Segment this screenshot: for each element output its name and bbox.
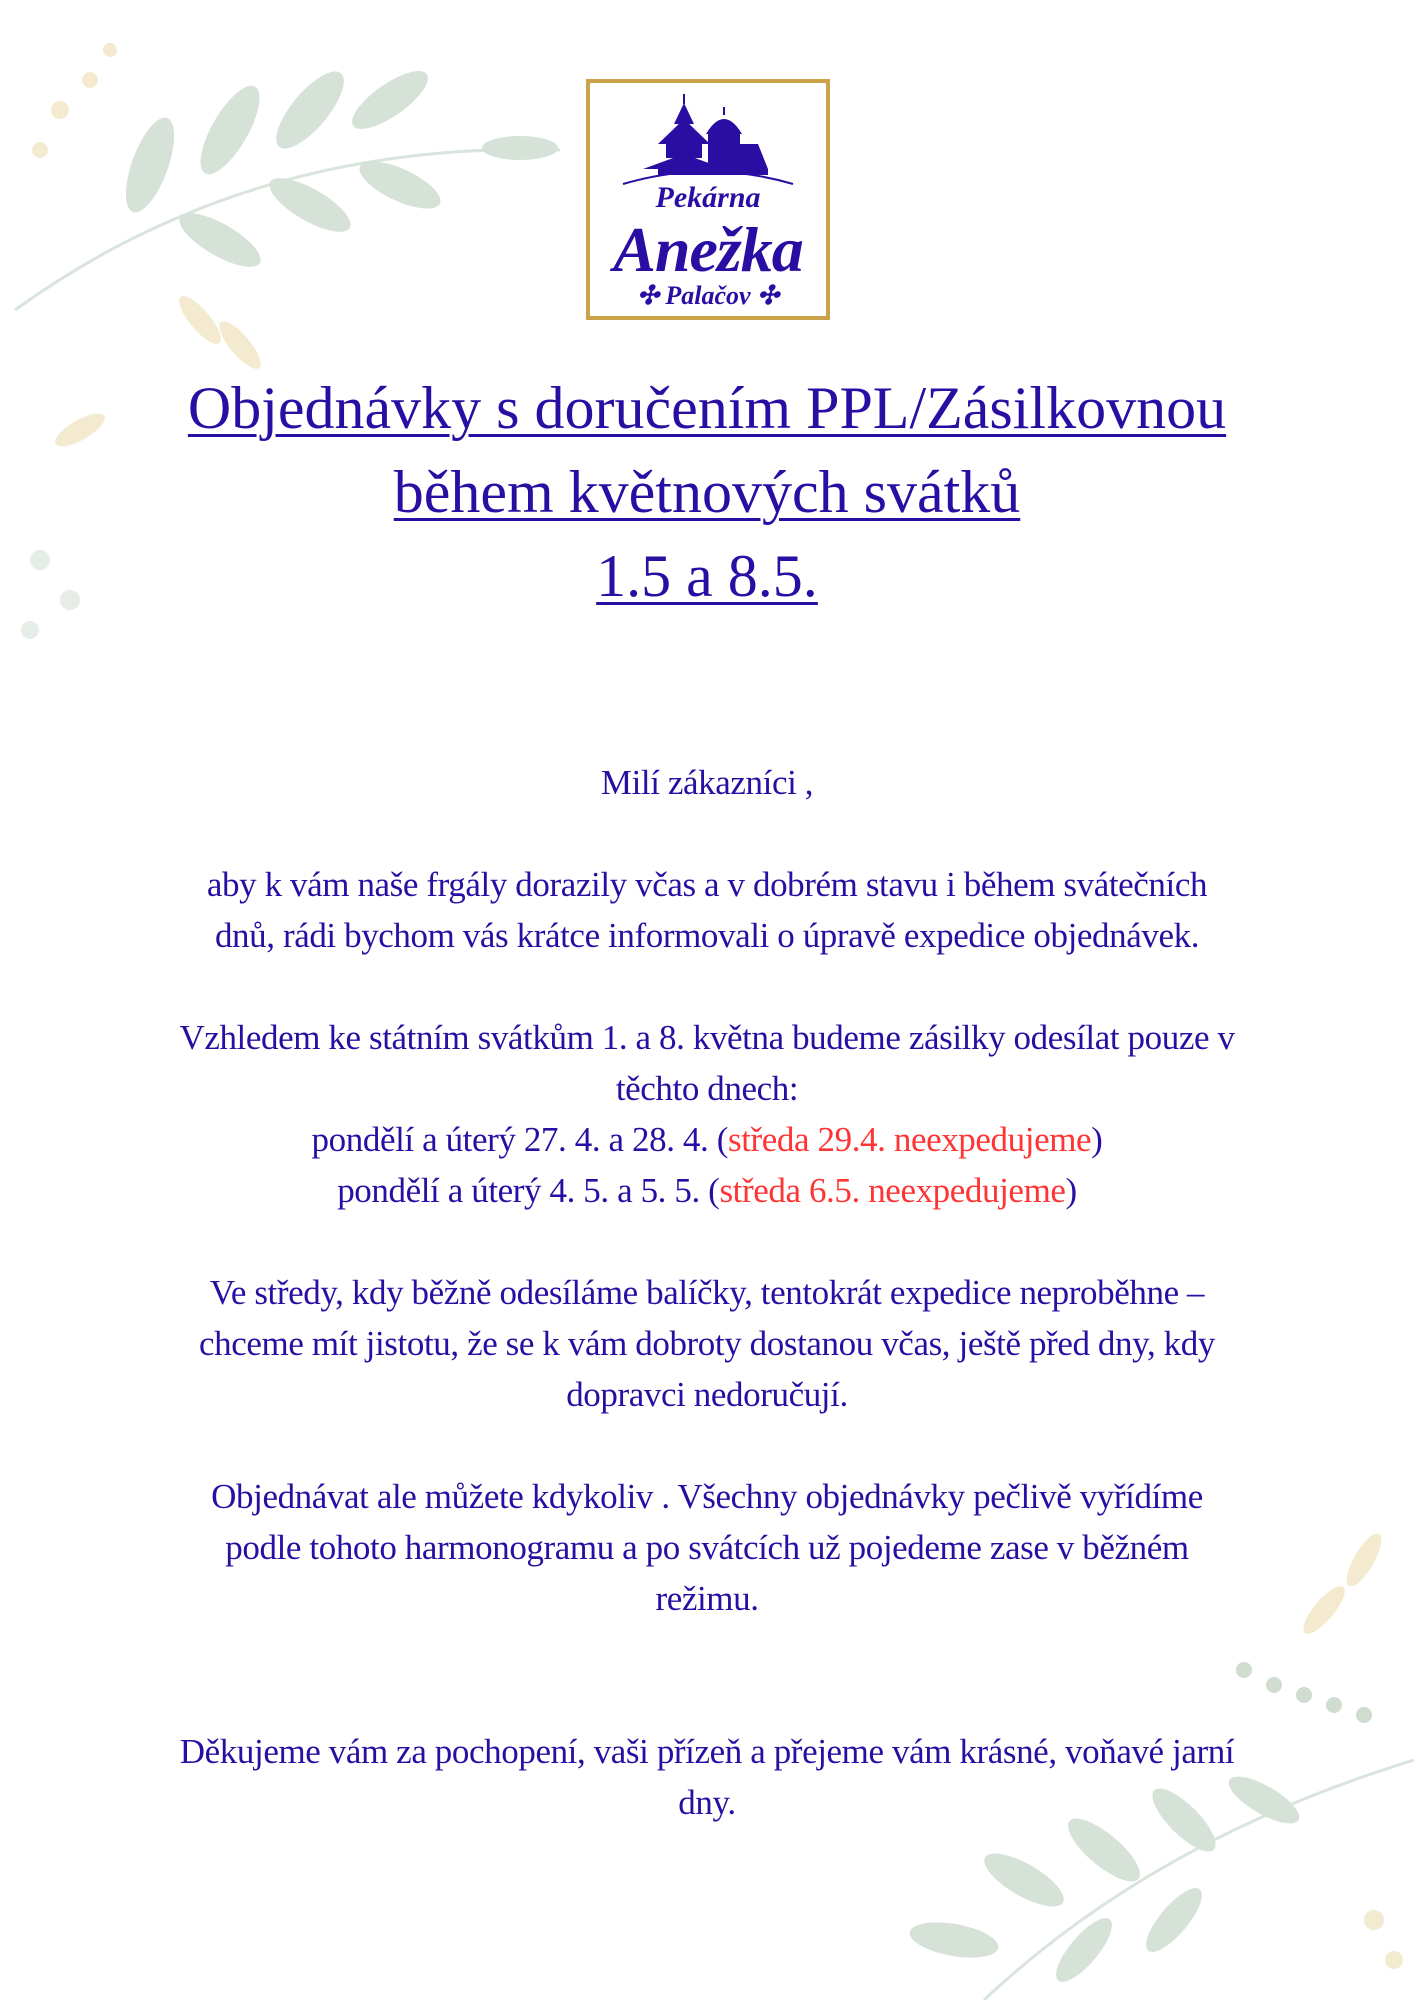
text-line: dny. [678, 1783, 736, 1822]
text-line: Ve středy, kdy běžně odesíláme balíčky, tentokrát expedice neproběhne – [209, 1273, 1205, 1312]
title-line: během květnových svátků [393, 459, 1021, 525]
paragraph-ordering [0, 1471, 1414, 1624]
title-line: 1.5 a 8.5. [596, 543, 818, 609]
paragraph-wednesday [0, 1267, 1414, 1420]
text-line: Vzhledem ke státním svátkům 1. a 8. května budeme zásilky odesílat pouze v [179, 1018, 1235, 1057]
greeting [0, 757, 1414, 808]
text-line: aby k vám naše frgály dorazily včas a v dobrém stavu i během svátečních [206, 865, 1208, 904]
schedule-line [0, 1165, 1414, 1216]
bakery-logo [586, 79, 830, 320]
text-line: Děkujeme vám za pochopení, vaši přízeň a přejeme vám krásné, voňavé jarní [179, 1732, 1235, 1771]
schedule-note: středa 6.5. neexpedujeme [719, 1171, 1066, 1210]
page-title [0, 366, 1414, 618]
schedule-line [0, 1114, 1414, 1165]
paragraph-schedule [0, 1012, 1414, 1216]
text-line: těchto dnech: [615, 1069, 799, 1108]
logo-text-anezka: Anežka [613, 214, 803, 285]
paragraph-thanks [0, 1726, 1414, 1828]
text-line: dopravci nedoručují. [566, 1375, 848, 1414]
greeting-text: Milí zákazníci , [600, 763, 814, 802]
schedule-close: ) [1065, 1171, 1077, 1210]
leaf-decoration-bottom-right [854, 1360, 1414, 2000]
paragraph-intro [0, 859, 1414, 961]
schedule-days: pondělí a úterý 27. 4. a 28. 4. ( [311, 1120, 728, 1159]
schedule-note: středa 29.4. neexpedujeme [727, 1120, 1092, 1159]
text-line: režimu. [655, 1579, 759, 1618]
text-line: dnů, rádi bychom vás krátce informovali o úpravě expedice objednávek. [214, 916, 1200, 955]
text-line: chceme mít jistotu, že se k vám dobroty dostanou včas, ještě před dny, kdy [199, 1324, 1215, 1363]
church-icon [618, 89, 798, 189]
text-line: Objednávat ale můžete kdykoliv . Všechny objednávky pečlivě vyřídíme [211, 1477, 1203, 1516]
title-line: Objednávky s doručením PPL/Zásilkovnou [187, 375, 1227, 441]
logo-text-pekarna: Pekárna [655, 181, 761, 214]
schedule-days: pondělí a úterý 4. 5. a 5. 5. ( [337, 1171, 720, 1210]
logo-text-palacov: ✣ Palačov ✣ [637, 281, 779, 310]
text-line: podle tohoto harmonogramu a po svátcích už pojedeme zase v běžném [225, 1528, 1189, 1567]
schedule-close: ) [1091, 1120, 1103, 1159]
